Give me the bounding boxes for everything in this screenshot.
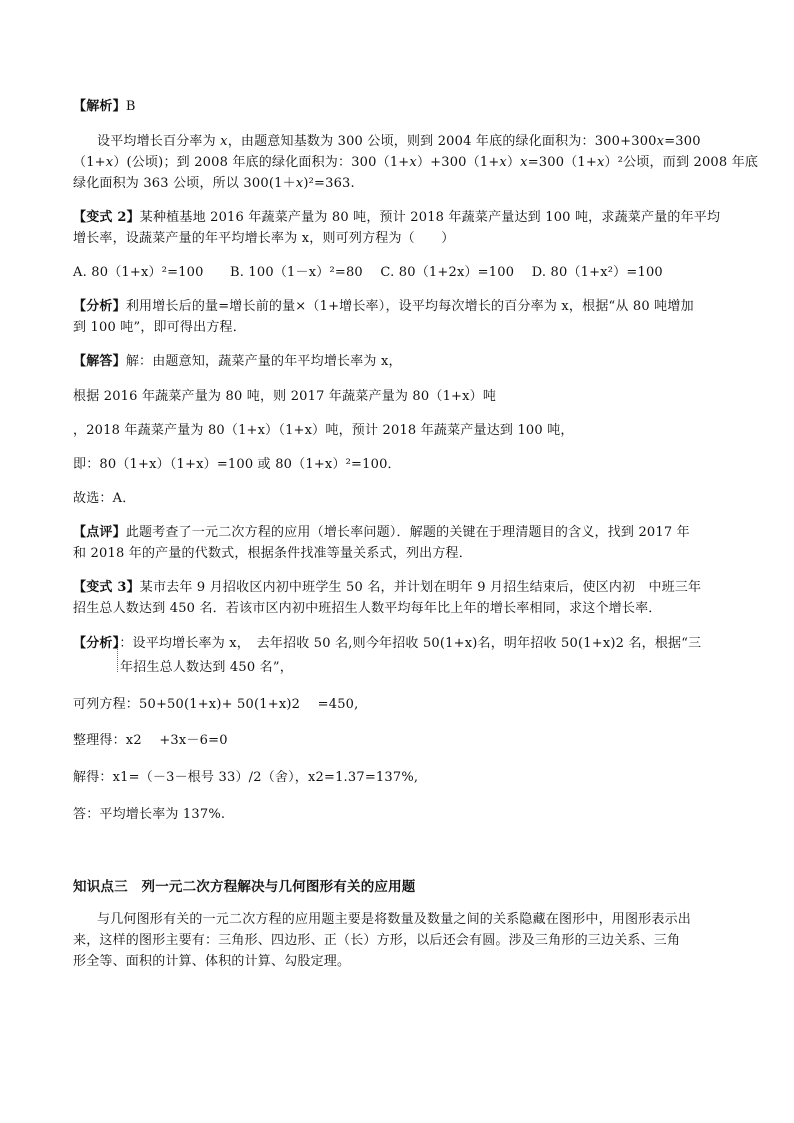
variant-3-solution: 解得：x1=（－3－根号 33）/2（舍），x2=1.37=137%, bbox=[73, 770, 419, 785]
text-run: 解：由题意知，蔬菜产量的年平均增长率为 x， bbox=[125, 354, 402, 369]
analysis-para-line-3 bbox=[73, 176, 355, 192]
math-var: x bbox=[597, 155, 605, 170]
variant-2-comment-line-1 bbox=[73, 525, 690, 541]
text-run: ）²公顷，而到 2008 年底 bbox=[604, 155, 759, 170]
variant-3-answer: 答：平均增长率为 137%. bbox=[73, 807, 226, 822]
variant-2-question-line-1 bbox=[73, 210, 720, 226]
variant-2-analysis-line-2: 到 100 吨”，即可得出方程． bbox=[73, 320, 246, 335]
variant-2-tag: 【变式 2】 bbox=[73, 210, 140, 225]
section-para-line-2: 来，这样的图形主要有：三角形、四边形、正（长）方形，以后还会有圆。涉及三角形的三边关系、三角 bbox=[73, 933, 681, 948]
section-para-line-1: 与几何图形有关的一元二次方程的应用题主要是将数量及数量之间的关系隐藏在图形中，用图形表示出 bbox=[97, 912, 692, 927]
variant-2-analysis-line-1 bbox=[73, 299, 694, 315]
answer-letter: B bbox=[125, 99, 136, 114]
variant-2-question-line-2: 增长率，设蔬菜产量的年平均增长率为 x，则可列方程为（ ） bbox=[73, 231, 455, 246]
math-var: x bbox=[105, 155, 114, 170]
text-run: =300 bbox=[664, 134, 701, 149]
analysis-tag: 【分析】 bbox=[73, 299, 126, 314]
text-run: 某市去年 9 月招收区内初中班学生 50 名，并计划在明年 9 月招生结束后，使区内初 中班三年 bbox=[139, 580, 702, 595]
analysis-answer-line bbox=[73, 99, 136, 115]
variant-3-question-line-2: 招生总人数达到 450 名．若该市区内初中班招生人数平均每年比上年的增长率相同，求这个增长率． bbox=[73, 601, 662, 616]
math-var: x bbox=[220, 134, 228, 149]
variant-3-analysis-line-1 bbox=[73, 636, 701, 652]
analysis-para-line-1 bbox=[97, 134, 701, 150]
section-heading: 知识点三 列一元二次方程解决与几何图形有关的应用题 bbox=[73, 879, 416, 895]
text-run: 设平均增长百分率为 bbox=[97, 134, 221, 149]
solution-tag: 【解答】 bbox=[73, 354, 126, 369]
variant-2-solution-line-5: 故选：A． bbox=[73, 491, 136, 506]
text-run: ） bbox=[506, 155, 521, 170]
text-run: （1+ bbox=[73, 155, 106, 170]
text-run: ：设平均增长率为 x， 去年招收 50 名,则今年招收 50(1+x)名，明年招收 50(1+x)2 名，根据“三 bbox=[119, 636, 702, 651]
text-run: ）+300（1+ bbox=[416, 155, 500, 170]
text-run: =300（1+ bbox=[527, 155, 597, 170]
text-run: )²=363. bbox=[303, 176, 355, 191]
variant-3-question-line-1 bbox=[73, 580, 701, 596]
text-run: ，由题意知基数为 300 公顷，则到 2004 年底的绿化面积为：300+300 bbox=[227, 134, 657, 149]
text-run: ）(公顷)；到 2008 年底的绿化面积为：300（1+ bbox=[113, 155, 410, 170]
math-var: x bbox=[295, 176, 304, 191]
analysis-para-line-2 bbox=[73, 155, 758, 171]
math-var: x bbox=[499, 155, 507, 170]
variant-3-analysis-line-2: 年招生总人数达到 450 名”， bbox=[120, 660, 293, 675]
text-run: 此题考查了一元二次方程的应用（增长率问题）．解题的关键在于理清题目的含义，找到 2017 年 bbox=[125, 525, 690, 540]
text-run: 某种植基地 2016 年蔬菜产量为 80 吨，预计 2018 年蔬菜产量达到 100 吨，求蔬菜产量的年平均 bbox=[139, 210, 721, 225]
variant-2-solution-line-4: 即：80（1+x）（1+x）=100 或 80（1+x）²=100． bbox=[73, 457, 401, 472]
analysis-tag: 【分析】 bbox=[73, 636, 120, 651]
variant-3-equation: 可列方程：50+50(1+x)+ 50(1+x)2 =450, bbox=[73, 697, 359, 712]
comment-tag: 【点评】 bbox=[73, 525, 126, 540]
analysis-tag: 【解析】 bbox=[73, 99, 126, 114]
variant-2-comment-line-2: 和 2018 年的产量的代数式，根据条件找准等量关系式，列出方程． bbox=[73, 546, 472, 561]
variant-2-solution-line-3: ，2018 年蔬菜产量为 80（1+x）（1+x）吨，预计 2018 年蔬菜产量达到 100 吨， bbox=[73, 423, 574, 438]
variant-3-simplified: 整理得：x2 +3x－6=0 bbox=[73, 733, 228, 748]
text-run: 绿化面积为 363 公顷，所以 300(1＋ bbox=[73, 176, 296, 191]
variant-2-options: A. 80（1+x）²=100 B. 100（1－x）²=80 C. 80（1+2x）=100 D. 80（1+x²）=100 bbox=[73, 265, 663, 280]
math-var: x bbox=[409, 155, 417, 170]
variant-3-tag: 【变式 3】 bbox=[73, 580, 140, 595]
math-var: x bbox=[520, 155, 528, 170]
variant-2-solution-line-1 bbox=[73, 354, 402, 370]
text-run: 利用增长后的量=增长前的量×（1+增长率），设平均每次增长的百分率为 x，根据“从 80 吨增加 bbox=[125, 299, 694, 314]
math-var: x bbox=[656, 134, 665, 149]
variant-2-solution-line-2: 根据 2016 年蔬菜产量为 80 吨，则 2017 年蔬菜产量为 80（1+x）吨 bbox=[73, 389, 497, 404]
section-para-line-3: 形全等、面积的计算、体积的计算、勾股定理。 bbox=[73, 954, 351, 969]
